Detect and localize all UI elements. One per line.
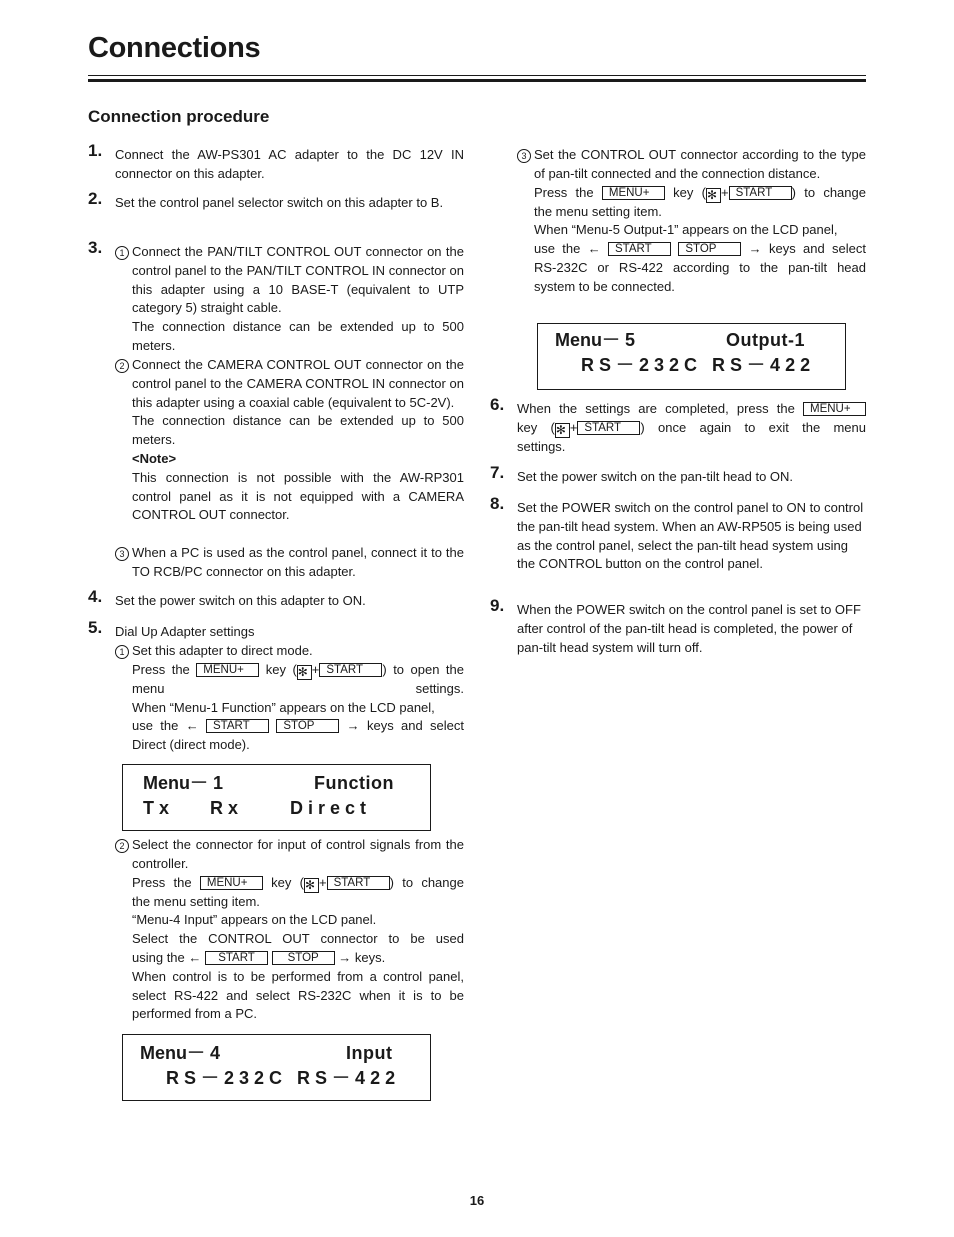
menu-key-icon: MENU+ [196, 663, 259, 677]
step-number: 1. [88, 141, 103, 160]
start-key-icon: START [608, 242, 671, 256]
substep-text: Connect the CAMERA CONTROL OUT connector on the control panel to the CAMERA CONTROL IN connector on this adapter using a coaxial cable (equivalent to 5C-2V). The connection distance can be extended up to 500 meters. <Note> This connection is not possible with the AW-RP301 control panel as it is not equipped with a CAMERA CONTROL OUT connector. [132, 356, 464, 525]
title-rule-thin [88, 75, 866, 76]
stop-key-icon: STOP [276, 719, 339, 733]
substep-text: When a PC is used as the control panel, connect it to the TO RCB/PC connector on this adapter. [132, 545, 464, 579]
section-heading: Connection procedure [88, 107, 270, 126]
lcd-display-menu-5: Menu－ 5 Output-1 R S － 2 3 2 C R S － 4 2 2 [537, 323, 846, 390]
circled-number-icon: 1 [115, 246, 129, 260]
substep-text: Set the CONTROL OUT connector according to the type of pan-tilt connected and the connection distance. Press the MENU+ key (✻ + START ) to change the menu setting item. When “Menu-5 Output-1” appears on the LCD panel, use the ← START STOP → keys and select RS-232C or RS-422 according to the pan-tilt head system to be connected. [534, 147, 867, 294]
step-text: Set the POWER switch on the control panel to ON to control the pan-tilt head system. When an AW-RP505 is being used as the control panel, select the pan-tilt head system using the CONTROL button on the control panel. [517, 500, 864, 572]
step-text: Set the power switch on this adapter to ON. [115, 593, 366, 608]
circled-number-icon: 2 [115, 359, 129, 373]
step-text: Set the control panel selector switch on this adapter to B. [115, 195, 444, 210]
start-key-icon: START [205, 951, 268, 965]
menu-key-icon: MENU+ [803, 402, 866, 416]
step-number: 9. [490, 596, 505, 615]
step-text: Dial Up Adapter settings [115, 624, 255, 639]
step-text: Connect the AW-PS301 AC adapter to the DC 12V IN connector on this adapter. [115, 147, 464, 181]
asterisk-key-icon: ✻ [304, 878, 319, 893]
step-text: When the settings are completed, press the MENU+ key (✻ + START ) once again to exit the menu settings. [517, 401, 866, 454]
step-text: When the POWER switch on the control panel is set to OFF after control of the pan-tilt head is completed, the power of pan-tilt head system will turn off. [517, 602, 861, 655]
note-text: This connection is not possible with the AW-RP301 control panel as it is not equipped with a CAMERA CONTROL OUT connector. [132, 469, 464, 523]
step-number: 7. [490, 463, 505, 482]
menu-key-icon: MENU+ [602, 186, 665, 200]
page-number: 16 [469, 1193, 485, 1208]
substep-text: Connect the PAN/TILT CONTROL OUT connector on the control panel to the PAN/TILT CONTROL IN connector on this adapter using a 10 BASE-T (equivalent to UTP category 5) straight cable. The connection distance can be extended up to 500 meters. [132, 244, 464, 353]
step-number: 5. [88, 618, 103, 637]
step-number: 6. [490, 395, 505, 414]
start-key-icon: START [206, 719, 269, 733]
circled-number-icon: 3 [517, 149, 531, 163]
lcd-display-menu-4: Menu－ 4 Input R S － 2 3 2 C R S － 4 2 2 [122, 1034, 431, 1101]
start-key-icon: START [327, 876, 390, 890]
stop-key-icon: STOP [678, 242, 741, 256]
step-number: 4. [88, 587, 103, 606]
page-title: Connections [88, 32, 261, 64]
step-text: Set the power switch on the pan-tilt head to ON. [517, 469, 794, 484]
asterisk-key-icon: ✻ [297, 665, 312, 680]
asterisk-key-icon: ✻ [555, 423, 570, 438]
asterisk-key-icon: ✻ [706, 188, 721, 203]
circled-number-icon: 2 [115, 839, 129, 853]
start-key-icon: START [577, 421, 640, 435]
menu-key-icon: MENU+ [200, 876, 263, 890]
substep-text: Set this adapter to direct mode. Press the MENU+ key (✻ + START ) to open the menu settings. When “Menu-1 Function” appears on the LCD panel, use the ← START STOP → keys and select Direct (direct mode). [132, 643, 465, 753]
step-number: 3. [88, 238, 103, 257]
circled-number-icon: 3 [115, 547, 129, 561]
start-key-icon: START [319, 663, 382, 677]
lcd-display-menu-1: Menu－ 1 Function T x R x D i r e c t [122, 764, 431, 831]
stop-key-icon: STOP [272, 951, 335, 965]
substep-text: Select the connector for input of control signals from the controller. Press the MENU+ key (✻ + START ) to change the menu setting item. “Menu-4 Input” appears on the LCD panel. Select the CONTROL OUT connector to be used using the ← START STOP → keys. When control is to be performed from a control panel, select RS-422 and select RS-232C when it is to be performed from a PC. [132, 837, 464, 1022]
step-number: 2. [88, 189, 103, 208]
circled-number-icon: 1 [115, 645, 129, 659]
title-rule-thick [88, 79, 866, 82]
start-key-icon: START [729, 186, 792, 200]
step-number: 8. [490, 494, 505, 513]
note-label: <Note> [132, 450, 177, 466]
